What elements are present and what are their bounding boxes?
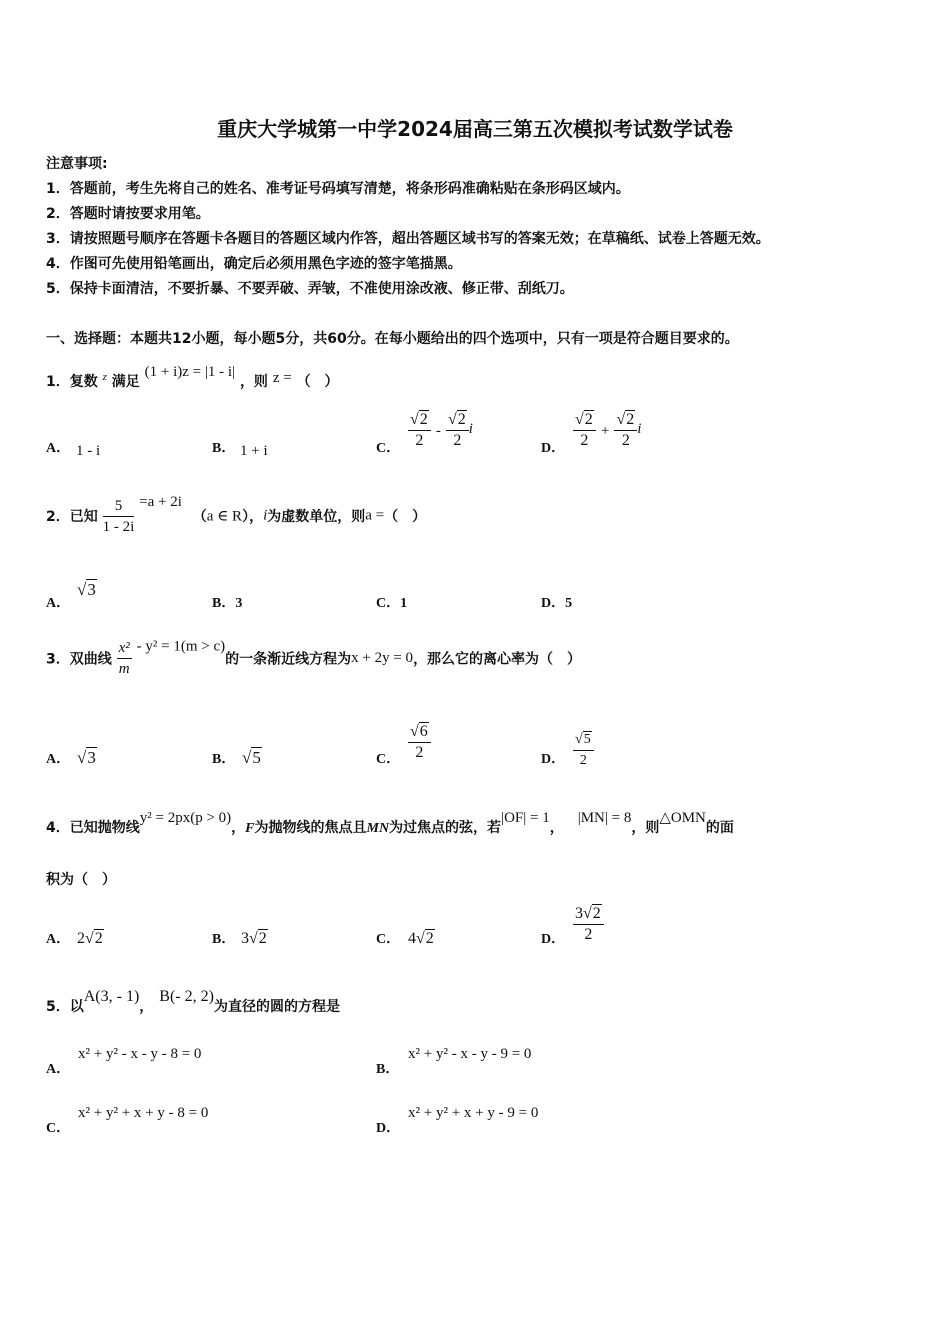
q2-number: 2．已知: [46, 509, 98, 525]
q3-option-d: $\frac{√5}{2}$: [573, 730, 594, 771]
q2-denominator: 1 - 2i: [102, 518, 135, 535]
q4-option-b: 3√2: [241, 930, 267, 947]
q4-option-a: 2√2: [77, 930, 103, 947]
q3-equation: - y² = 1(m > c): [136, 638, 226, 655]
q1-var: z: [102, 371, 107, 383]
notice-item: 2．答题时请按要求用笔。: [46, 206, 210, 222]
q1-paren: （ ）: [296, 374, 339, 390]
notice-item: 5．保持卡面清洁，不要折暴、不要弄破、弄皱，不准使用涂改液、修正带、刮纸刀。: [46, 281, 574, 297]
q1-option-a: 1 - i: [76, 443, 101, 459]
q2-equation: =a + 2i: [139, 494, 182, 510]
q1-option-c: $\frac{√2}{2}$ - $\frac{√2}{2}$ i: [410, 411, 473, 449]
q1-option-b-label: B．: [212, 441, 236, 456]
notice-heading: 注意事项:: [46, 156, 108, 172]
q4-triangle: △OMN: [659, 810, 706, 826]
question-4: 4．已知抛物线y² = 2px(p > 0)，F为抛物线的焦点且MN为过焦点的弦，若|OF| = 1，|MN| = 8，则△OMN的面: [46, 810, 734, 836]
notice-item: 3．请按照题号顺序在答题卡各题目的答题区域内作答，超出答题区域书写的答案无效；在草稿纸、试卷上答题无效。: [46, 231, 770, 247]
q1-number: 1．复数: [46, 374, 98, 390]
q4-option-d: $\frac{3√2}{2}$: [573, 904, 604, 945]
q2-condition: a ∈ R: [206, 508, 243, 525]
q5-option-a: x² + y² - x - y - 8 = 0: [78, 1046, 202, 1062]
q1-condition: (1 + i)z = |1 - i|: [144, 364, 236, 380]
q1-option-a-label: A．: [46, 441, 71, 456]
q3-option-c: $\frac{√6}{2}$: [408, 722, 431, 763]
q2-option-a: √3: [77, 580, 96, 599]
q3-option-b: √5: [242, 748, 261, 767]
q2-option-c: C．1: [376, 596, 408, 611]
q5-option-c: x² + y² + x + y - 8 = 0: [78, 1105, 209, 1121]
q1-text: ，则: [239, 374, 268, 390]
q2-ask: a =: [365, 507, 385, 524]
q5-option-b-label: B．: [376, 1062, 400, 1077]
q5-option-b: x² + y² - x - y - 9 = 0: [408, 1046, 532, 1062]
q3-option-c-label: C．: [376, 752, 401, 767]
notice-item: 1．答题前，考生先将自己的姓名、准考证号码填写清楚，将条形码准确粘贴在条形码区域内。: [46, 181, 630, 197]
q4-of: |OF| = 1: [501, 810, 550, 826]
q4-option-d-label: D．: [541, 932, 566, 947]
q4-option-c-label: C．: [376, 932, 401, 947]
q2-option-d: D．5: [541, 596, 573, 611]
question-5: 5．以A(3, - 1)，B(- 2, 2)为直径的圆的方程是: [46, 988, 340, 1015]
q5-option-a-label: A．: [46, 1062, 71, 1077]
q5-point-a: A(3, - 1): [83, 988, 140, 1005]
q4-option-a-label: A．: [46, 932, 71, 947]
q5-point-b: B(- 2, 2): [159, 988, 214, 1005]
q4-mn: |MN| = 8: [577, 810, 632, 826]
q4-option-c: 4√2: [408, 930, 434, 947]
q4-number: 4．已知抛物线: [46, 820, 140, 836]
q3-option-a: √3: [77, 748, 96, 767]
section-heading: 一、选择题：本题共12小题，每小题5分，共60分。在每小题给出的四个选项中，只有一项是符合题目要求的。: [46, 331, 739, 347]
q3-option-a-label: A．: [46, 752, 71, 767]
q1-ask: z =: [272, 370, 292, 386]
question-1: [46, 364, 339, 391]
q1-option-d: $\frac{√2}{2}$ + $\frac{√2}{2}$ i: [575, 411, 642, 449]
q4-continuation: 积为（ ）: [46, 872, 116, 888]
q5-option-d: x² + y² + x + y - 9 = 0: [408, 1105, 539, 1121]
q4-equation: y² = 2px(p > 0): [139, 810, 232, 826]
q2-option-a-label: A．: [46, 596, 71, 611]
q5-number: 5．以: [46, 999, 84, 1015]
question-2: 2．已知 $\frac{5}{1 - 2i}$ =a + 2i （a ∈ R），i为虚数单位，则a =（ ）: [46, 494, 427, 535]
q1-option-b: 1 + i: [240, 443, 268, 459]
q2-option-b: B．3: [212, 596, 243, 611]
q5-option-d-label: D．: [376, 1121, 401, 1136]
q2-numerator: 5: [103, 496, 135, 517]
q1-option-c-label: C．: [376, 441, 401, 456]
q4-option-b-label: B．: [212, 932, 236, 947]
q1-text: 满足: [111, 374, 140, 390]
page-title: 重庆大学城第一中学2024届高三第五次模拟考试数学试卷: [217, 117, 733, 141]
question-3: 3．双曲线 $\frac{\text{x²}}{m}$ - y² = 1(m > c)的一条渐近线方程为x + 2y = 0，那么它的离心率为（ ）: [46, 638, 582, 677]
q3-option-d-label: D．: [541, 752, 566, 767]
q3-asymptote: x + 2y = 0: [351, 650, 414, 666]
q3-number: 3．双曲线: [46, 651, 112, 668]
q3-numerator: x²: [117, 638, 132, 659]
q3-denominator: m: [118, 661, 130, 677]
q3-option-b-label: B．: [212, 752, 236, 767]
notice-item: 4．作图可先使用铅笔画出，确定后必须用黑色字迹的签字笔描黑。: [46, 256, 462, 272]
q1-option-d-label: D．: [541, 441, 566, 456]
q5-option-c-label: C．: [46, 1121, 71, 1136]
